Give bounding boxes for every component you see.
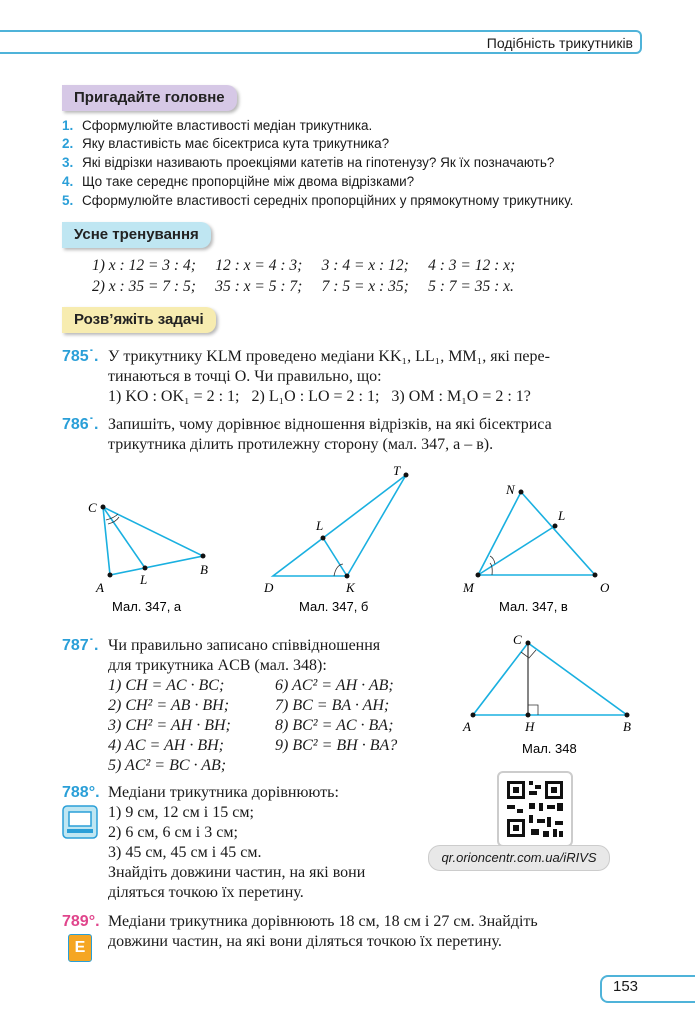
problem-786-number: 786˙. (62, 416, 99, 433)
section-solve-title: Розв’яжіть задачі (62, 307, 216, 333)
fig-348-label-a: A (463, 719, 471, 734)
problem-787-item-6: 6) AC² = AH · AB; (275, 677, 394, 694)
question-4: 4. Що таке середнє пропорційне між двома відрізками? (62, 174, 415, 189)
page-number: 153 (613, 978, 639, 995)
qr-code-icon (499, 773, 571, 845)
fig-b-label-t: T (393, 463, 401, 478)
problem-785-line-3: 1) KO : OK₁ = 2 : 1; 2) L₁O : LO = 2 : 1; 3) OM : M₁O = 2 : 1? (108, 388, 531, 405)
problem-788-line-6: діляться точкою їх перетину. (108, 884, 304, 901)
fig-348-caption: Мал. 348 (522, 741, 577, 756)
fig-b-label-k: K (346, 580, 355, 595)
fig-a-label-l: L (140, 572, 148, 587)
fig-c-label-n: N (506, 482, 515, 497)
fig-a-label-a: A (96, 580, 104, 595)
fig-348-label-b: B (623, 719, 631, 734)
level-badge-icon: E (68, 934, 92, 962)
qr-link[interactable]: qr.orioncentr.com.ua/iRIVS (428, 845, 610, 871)
computer-icon (62, 805, 98, 839)
fig-a-label-c: C (88, 500, 97, 515)
problem-786-line-1: Запишіть, чому дорівнює відношення відрізків, на які бісектриса (108, 416, 552, 433)
problem-787-item-4: 4) AC = AH · BH; (108, 737, 224, 754)
fig-c-label-l: L (558, 508, 566, 523)
problem-789-line-1: Медіани трикутника дорівнюють 18 см, 18 см і 27 см. Знайдіть (108, 913, 538, 930)
problem-787-line-1: Чи правильно записано співвідношення (108, 637, 381, 654)
fig-348-label-c: C (513, 632, 522, 647)
question-1: 1. Сформулюйте властивості медіан трикутника. (62, 118, 373, 133)
question-3: 3. Які відрізки називають проекціями катетів на гіпотенузу? Як їх позначають? (62, 155, 555, 170)
problem-788-line-2: 1) 9 см, 12 см і 15 см; (108, 804, 254, 821)
oral-row-1: 1) x : 12 = 3 : 4; 12 : x = 4 : 3; 3 : 4 = x : 12; 4 : 3 = 12 : x; (92, 257, 516, 274)
question-5: 5. Сформулюйте властивості середніх пропорційних у прямокутному трикутнику. (62, 193, 574, 208)
problem-786-line-2: трикутника ділить протилежну сторону (мал. 347, а – в). (108, 436, 494, 453)
problem-787-item-1: 1) CH = AC · BC; (108, 677, 225, 694)
problem-785-line-2: тинаються в точці O. Чи правильно, що: (108, 368, 382, 385)
problem-788-line-1: Медіани трикутника дорівнюють: (108, 784, 339, 801)
fig-b-label-l: L (316, 518, 324, 533)
fig-c-label-m: M (463, 580, 474, 595)
section-remember-title: Пригадайте головне (62, 85, 237, 111)
fig-a-label-b: B (200, 562, 208, 577)
problem-787-number: 787˙. (62, 637, 99, 654)
fig-c-label-o: O (600, 580, 610, 595)
figure-348 (455, 628, 645, 758)
fig-347c-caption: Мал. 347, в (499, 599, 568, 614)
qr-code-frame (497, 771, 573, 847)
problem-788-number: 788°. (62, 784, 100, 801)
problem-789-number: 789°. (62, 913, 100, 930)
fig-348-label-h: H (525, 719, 535, 734)
section-oral-title: Усне тренування (62, 222, 211, 248)
fig-347a-caption: Мал. 347, а (112, 599, 182, 614)
problem-788-line-5: Знайдіть довжини частин, на які вони (108, 864, 366, 881)
problem-785-number: 785˙. (62, 348, 99, 365)
problem-787-line-2: для трикутника ACB (мал. 348): (108, 657, 327, 674)
problem-787-item-5: 5) AC² = BC · AB; (108, 757, 227, 774)
problem-787-item-8: 8) BC² = AC · BA; (275, 717, 394, 734)
problem-785-line-1: У трикутнику KLM проведено медіани KK₁, LL₁, MM₁, які пере- (108, 348, 550, 365)
problem-787-item-2: 2) CH² = AB · BH; (108, 697, 230, 714)
fig-347b-caption: Мал. 347, б (299, 599, 369, 614)
problem-787-item-9: 9) BC² = BH · BA? (275, 737, 398, 754)
figure-347 (0, 460, 695, 620)
problem-787-item-7: 7) BC = BA · AH; (275, 697, 390, 714)
oral-row-2: 2) x : 35 = 7 : 5; 35 : x = 5 : 7; 7 : 5 = x : 35; 5 : 7 = 35 : x. (92, 278, 514, 295)
problem-789-line-2: довжини частин, на які вони діляться точкою їх перетину. (108, 933, 502, 950)
problem-787-item-3: 3) CH² = AH · BH; (108, 717, 231, 734)
fig-b-label-d: D (264, 580, 274, 595)
problem-788-line-3: 2) 6 см, 6 см і 3 см; (108, 824, 238, 841)
problem-788-line-4: 3) 45 см, 45 см і 45 см. (108, 844, 262, 861)
figure-347a (103, 507, 203, 575)
question-2: 2. Яку властивість має бісектриса кута трикутника? (62, 136, 390, 151)
chapter-title: Подібність трикутників (486, 35, 633, 51)
